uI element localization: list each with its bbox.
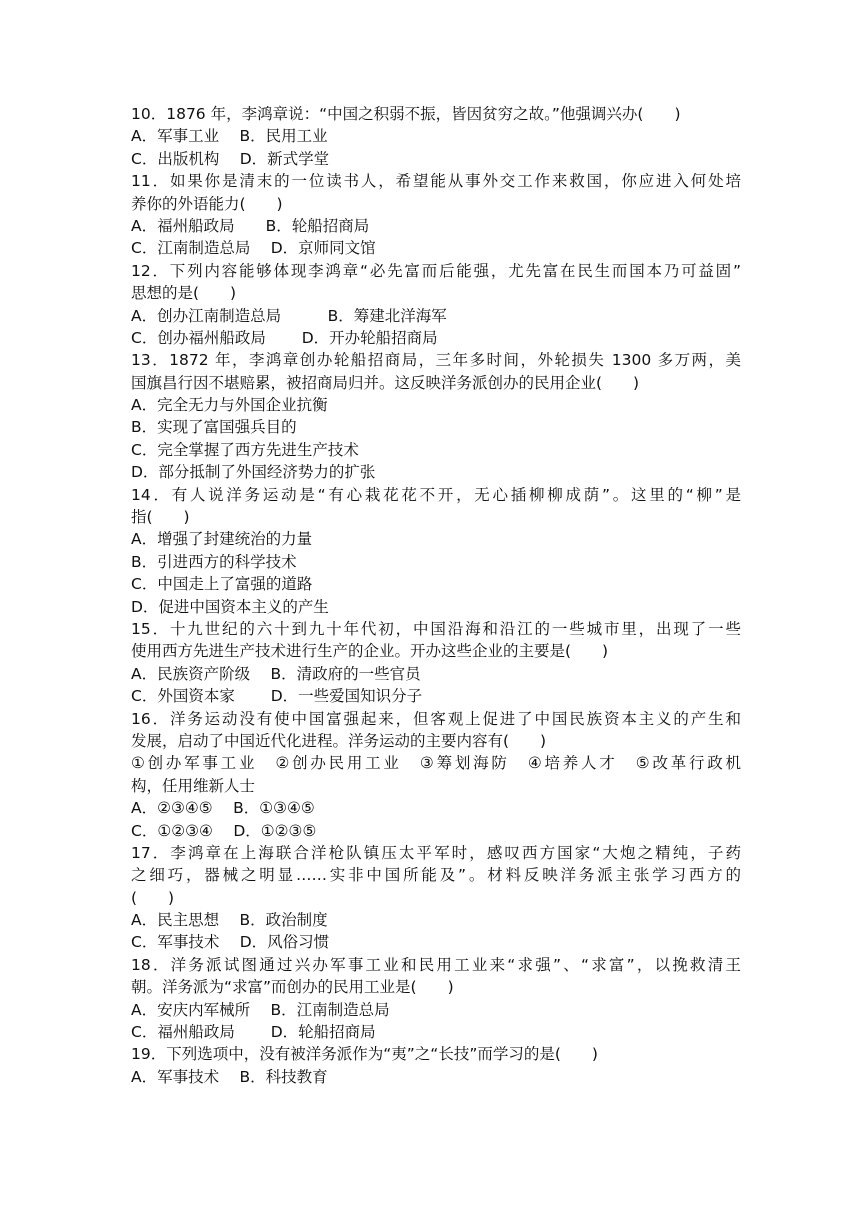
text-line: 思想的是( ) [131,284,237,303]
text-line: 发展，启动了中国近代化进程。洋务运动的主要内容有( ) [131,731,547,750]
text-line: 养你的外语能力( ) [131,194,283,213]
text-line: C．军事技术 D．风俗习惯 [131,933,330,952]
text-line: ( ) [131,888,175,907]
text-line: 10．1876 年，李鸿章说：“中国之积弱不振，皆因贫穷之故。”他强调兴办( ) [131,105,681,123]
text-line: ①创办军事工业 ②创办民用工业 ③筹划海防 ④培养人才 ⑤改革行政机 [131,754,741,773]
text-line: 11．如果你是清末的一位读书人，希望能从事外交工作来救国，你应进入何处培 [131,172,741,191]
text-line: A．民族资产阶级 B．清政府的一些官员 [131,664,421,683]
text-line: A．军事工业 B．民用工业 [131,127,328,146]
text-line: D．促进中国资本主义的产生 [131,597,329,616]
text-line: 15．十九世纪的六十到九十年代初，中国沿海和沿江的一些城市里，出现了一些 [131,619,741,638]
text-line: C．江南制造总局 D．京师同文馆 [131,239,376,258]
text-line: A．军事技术 B．科技教育 [131,1067,328,1086]
text-line: A．民主思想 B．政治制度 [131,911,328,930]
question-text-block [131,103,741,1088]
text-line: 12．下列内容能够体现李鸿章“必先富而后能强，尤先富在民生而国本乃可益固” [131,261,741,280]
text-line: 使用西方先进生产技术进行生产的企业。开办这些企业的主要是( ) [131,642,609,661]
text-line: 13．1872 年，李鸿章创办轮船招商局，三年多时间，外轮损失 1300 多万两，美 [131,351,741,370]
text-line: A．安庆内军械所 B．江南制造总局 [131,1000,390,1019]
text-line: A．福州船政局 B．轮船招商局 [131,216,370,235]
text-line: B．实现了富国强兵目的 [131,418,297,437]
text-line: C．中国走上了富强的道路 [131,575,313,594]
text-line: 之细巧，器械之明显……实非中国所能及”。材料反映洋务派主张学习西方的 [131,866,741,885]
text-line: C．出版机构 D．新式学堂 [131,149,330,168]
text-line: C．外国资本家 D．一些爱国知识分子 [131,687,423,706]
text-line: D．部分抵制了外国经济势力的扩张 [131,463,376,482]
text-line: 14．有人说洋务运动是“有心栽花花不开，无心插柳柳成荫”。这里的“柳”是 [131,485,741,504]
text-line: A．完全无力与外国企业抗衡 [131,396,328,415]
text-line: C．创办福州船政局 D．开办轮船招商局 [131,328,438,347]
text-line: 16．洋务运动没有使中国富强起来，但客观上促进了中国民族资本主义的产生和 [131,709,741,728]
text-line: C．福州船政局 D．轮船招商局 [131,1023,376,1042]
text-line: C．①②③④ D．①②③⑤ [131,821,317,840]
text-line: 17．李鸿章在上海联合洋枪队镇压太平军时，感叹西方国家“大炮之精纯，子药 [131,843,741,862]
text-line: B．引进西方的科学技术 [131,552,297,571]
text-line: A．②③④⑤ B．①③④⑤ [131,799,315,818]
text-line: A．创办江南制造总局 B．筹建北洋海军 [131,306,447,325]
text-line: C．完全掌握了西方先进生产技术 [131,440,359,459]
text-line: 构，任用维新人士 [131,776,256,795]
text-line: 18．洋务派试图通过兴办军事工业和民用工业来“求强”、“求富”，以挽救清王 [131,955,741,974]
text-line: 朝。洋务派为“求富”而创办的民用工业是( ) [131,978,454,997]
text-line: A．增强了封建统治的力量 [131,530,313,549]
text-line: 19．下列选项中，没有被洋务派作为“夷”之“长技”而学习的是( ) [131,1045,598,1064]
text-line: 指( ) [131,508,190,527]
text-line: 国旗昌行因不堪赔累，被招商局归并。这反映洋务派创办的民用企业( ) [131,373,640,392]
